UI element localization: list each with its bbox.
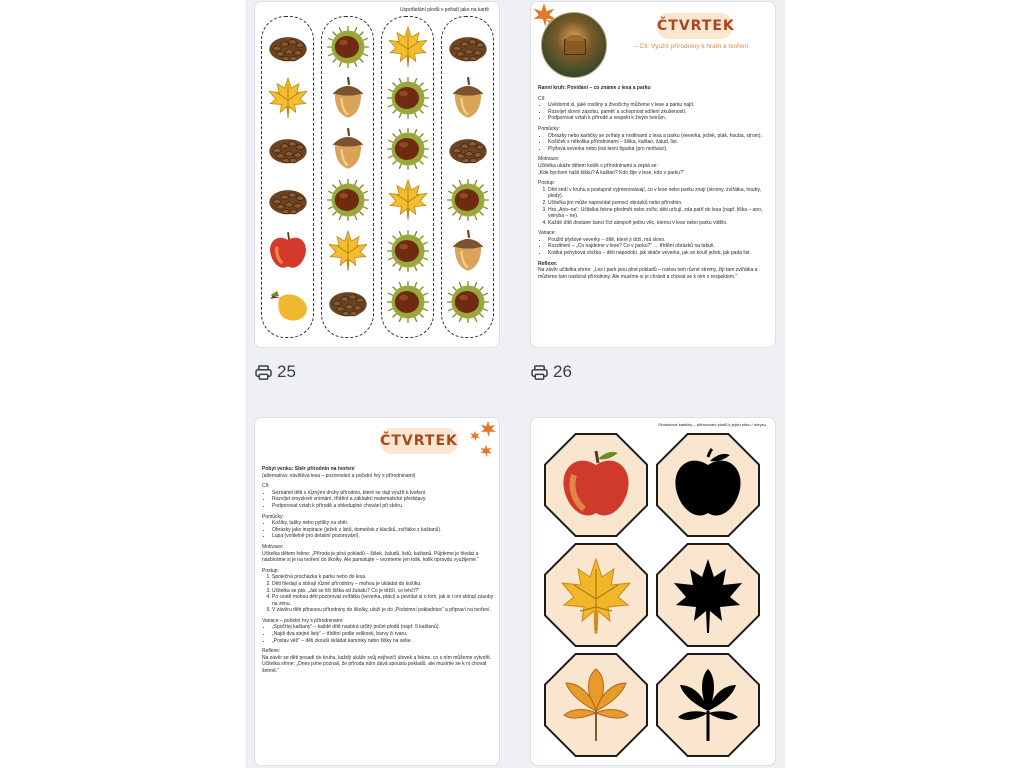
acorn-icon bbox=[446, 229, 490, 273]
autumn-leaf-decoration-icon bbox=[479, 444, 493, 458]
chestnut-icon bbox=[386, 76, 430, 120]
octagon-card bbox=[544, 433, 648, 537]
octagon-card bbox=[544, 543, 648, 647]
list-item: • Krátká pohybová vložka – děti napodobí, jak skáče veverka, jak se koulí ježek, jak padá list. bbox=[548, 250, 770, 257]
sequence-column bbox=[321, 16, 374, 338]
chestnut-icon bbox=[326, 25, 370, 69]
list-item: • „Najdi dva stejné listy“ – třídění podle velikosti, barvy či tvaru. bbox=[272, 631, 494, 638]
sequence-column bbox=[261, 16, 314, 338]
acorn-icon bbox=[446, 76, 490, 120]
octagon-card bbox=[656, 543, 760, 647]
page-number-26[interactable] bbox=[531, 362, 572, 382]
list-item: • „Postav věž“ – děti zkouší skládat kamínky nebo šišky na sebe. bbox=[272, 638, 494, 645]
list-item: • Košíky, tašky nebo pytlíky na sběr. bbox=[272, 520, 494, 527]
apple-icon bbox=[556, 445, 636, 525]
list-item: • Plyšová veverka nebo jiná lesní figurka (pro motivaci). bbox=[548, 146, 770, 153]
pinecone-icon bbox=[446, 25, 490, 69]
apple-icon bbox=[266, 229, 310, 273]
chestnut-leaf-icon bbox=[556, 665, 636, 745]
chestnut-icon bbox=[446, 178, 490, 222]
maple-leaf-icon bbox=[386, 25, 430, 69]
printer-icon[interactable] bbox=[255, 365, 272, 380]
pear-icon bbox=[266, 280, 310, 324]
pinecone-icon bbox=[266, 127, 310, 171]
activity-text: Pobyt venku: Sběr přírodnin na tvoření (alternativa: návštěva lesa – pozorování a početní hry s přírodninami) Cíl: • Seznámit děti s různými druhy přírodnin, které se dají využít k tvoření. • Rozvíjet smyslové vnímání, třídění a základní matematické představy. • Podporovat vztah k přírodě a ohleduplné chování při sběru. Pomůcky: • Košíky, tašky nebo pytlíky na sběr. • Obrázky jako inspirace (ježek z listů, domeček z klacíků, zvířátko z kaštanů). • Lupa (volitelně pro detailní pozorování). Motivace: Učitelka dětem řekne: „Příroda je plná pokladů – šišek, žaludů, listů, kaštanů. Půjdeme je hledat a nasbíráme si je na tvoření do školky. Ale pamatujte – vezmeme jen tolik, kolik opravdu využijeme.“ Postup: 1. Společná procházka k parku nebo do lesa. 2. Děti hledají a sbírají různé přírodniny – mohou je ukládat do košíku. 3. Učitelka se ptá: „Jak se liší šiška od žaludu? Co je těžší, co lehčí?“ 4. Po cestě mohou děti pozorovat zvířátka (veverka, ptáci) a povídat si o tom, jak si i oni sbírají zásoby na zimu. 5. V závěru děti přinesou přírodniny do školky, uloží je do „Podzimní pokladnice“ a připraví na tvoření. Variace – početní hry s přírodninami: • „Spočítej kaštany“ – každé dítě nasbírá určitý počet plodů (např. 5 kaštanů). • „Najdi dva stejné listy“ – třídění podle velikosti, barvy či tvaru. • „Postav věž“ – děti zkouší skládat kamínky nebo šišky na sebe. Reflexe: Na závěr se děti posadí do kruhu, každý ukáže svůj nejhezčí úlovek a řekne, co s ním můžeme vytvořit. Učitelka shrne: „Dnes jsme poznali, že příroda nám dává spoustu pokladů, ale musíme se k ní chovat šetrně.“ bbox=[262, 466, 494, 675]
list-item: • Seznámit děti s různými druhy přírodnin, které se dají využít k tvoření. bbox=[272, 490, 494, 497]
pinecone-icon bbox=[266, 25, 310, 69]
chestnut-icon bbox=[446, 280, 490, 324]
autumn-leaf-decoration-icon bbox=[469, 430, 481, 442]
activity-goal: – Cíl: Využít přírodniny k hrám a tvoření. bbox=[634, 43, 751, 50]
autumn-leaf-decoration-icon bbox=[479, 420, 497, 438]
list-item: • Rozdělení – „Co najdeme v lese? Co v parku?“ → třídění obrázků na tabuli. bbox=[548, 243, 770, 250]
list-item: 3. Hra „Ano–ne“: Učitelka řekne předmět nebo zvíře, děti určují, zda patří do lesa (např. liška – ano, velryba – ne). bbox=[548, 207, 770, 220]
list-item: 4. Každé dítě dostane šanci říct alespoň jednu věc, kterou v lese nebo parku vidělo. bbox=[548, 220, 770, 227]
sequence-column bbox=[441, 16, 494, 338]
list-item: • Rozvíjet smyslové vnímání, třídění a základní matematické představy. bbox=[272, 496, 494, 503]
day-title-badge: ČTVRTEK bbox=[657, 13, 733, 39]
day-title-badge: ČTVRTEK bbox=[380, 428, 458, 454]
list-item: 1. Děti sedí v kruhu a postupně vyjmenovávají, co v lese nebo parku znají (stromy, zvířátka, houby, plody). bbox=[548, 187, 770, 200]
list-item: • Podporovat vztah k přírodě a ohleduplné chování při sběru. bbox=[272, 503, 494, 510]
maple-leaf-icon bbox=[266, 76, 310, 120]
list-item: • Košíček s několika přírodninami – šiška, kaštan, žalud, list. bbox=[548, 139, 770, 146]
list-item: 1. Společná procházka k parku nebo do lesa. bbox=[272, 574, 494, 581]
list-item: • Obrázky nebo kartičky se zvířaty a rostlinami z lesa a parku (veverka, ježek, pták, houba, strom). bbox=[548, 133, 770, 140]
page-thumbnail-26[interactable] bbox=[530, 1, 776, 348]
printer-icon[interactable] bbox=[531, 365, 548, 380]
maple-leaf-icon bbox=[386, 178, 430, 222]
list-item: • „Spočítej kaštany“ – každé dítě nasbírá určitý počet plodů (např. 5 kaštanů). bbox=[272, 624, 494, 631]
pinecone-icon bbox=[326, 280, 370, 324]
page-number-label: 25 bbox=[277, 362, 296, 381]
page-thumbnail-28[interactable] bbox=[530, 417, 776, 766]
sequence-card-heading: Uspořádání plodů v pořadí jako na kartě bbox=[400, 7, 489, 13]
maple-leaf-icon bbox=[326, 229, 370, 273]
list-item: 4. Po cestě mohou děti pozorovat zvířátka (veverka, ptáci) a povídat si o tom, jak si i oni sbírají zásoby na zimu. bbox=[272, 594, 494, 607]
octagon-card bbox=[656, 433, 760, 537]
chestnut-icon bbox=[386, 229, 430, 273]
list-item: • Lupa (volitelně pro detailní pozorování). bbox=[272, 533, 494, 540]
list-item: 2. Děti hledají a sbírají různé přírodniny – mohou je ukládat do košíku. bbox=[272, 581, 494, 588]
list-item: • Uvědomit si, jaké rostliny a živočichy můžeme v lese a parku najít. bbox=[548, 102, 770, 109]
page-thumbnail-27[interactable] bbox=[254, 417, 500, 766]
pinecone-icon bbox=[446, 127, 490, 171]
sequence-column bbox=[381, 16, 434, 338]
document-page-grid bbox=[245, 0, 785, 768]
acorn-icon bbox=[326, 127, 370, 171]
list-item: 2. Učitelka jim může napovídat pomocí obrázků nebo přírodnin. bbox=[548, 200, 770, 207]
page-thumbnail-25[interactable] bbox=[254, 1, 500, 348]
page-number-label: 26 bbox=[553, 362, 572, 381]
pinecone-icon bbox=[266, 178, 310, 222]
shadow-cards-heading: Obrázkové kartičky – přiřazování plodů k jejich stínu / obrysu. bbox=[658, 422, 767, 427]
maple-leaf-icon bbox=[556, 555, 636, 635]
list-item: • Obrázky jako inspirace (ježek z listů, domeček z klacíků, zvířátko z kaštanů). bbox=[272, 527, 494, 534]
list-item: 3. Učitelka se ptá: „Jak se liší šiška od žaludu? Co je těžší, co lehčí?“ bbox=[272, 588, 494, 595]
apple-shadow-icon bbox=[668, 445, 748, 525]
chestnut-leaf-shadow-icon bbox=[668, 665, 748, 745]
octagon-card bbox=[544, 653, 648, 757]
page-number-25[interactable] bbox=[255, 362, 296, 382]
octagon-card bbox=[656, 653, 760, 757]
activity-text: Ranní kruh: Povídání – co známe z lesa a parku Cíl: • Uvědomit si, jaké rostliny a živočichy můžeme v lese a parku najít. • Rozvíjet slovní zásobu, paměť a schopnost sdílení zkušeností. • Podporovat vztah k přírodě a respekt k živým tvorům. Pomůcky: • Obrázky nebo kartičky se zvířaty a rostlinami z lesa a parku (veverka, ježek, pták, houba, strom). • Košíček s několika přírodninami – šiška, kaštan, žalud, list. • Plyšová veverka nebo jiná lesní figurka (pro motivaci). Motivace: Učitelka ukáže dětem košík s přírodninami a zeptá se: „Kde bychom našli šišku? A kaštan? Kdo žije v lese, kdo v parku?“ Postup: 1. Děti sedí v kruhu a postupně vyjmenovávají, co v lese nebo parku znají (stromy, zvířátka, houby, plody). 2. Učitelka jim může napovídat pomocí obrázků nebo přírodnin. 3. Hra „Ano–ne“: Učitelka řekne předmět nebo zvíře, děti určují, zda patří do lesa (např. liška – ano, velryba – ne). 4. Každé dítě dostane šanci říct alespoň jednu věc, kterou v lese nebo parku vidělo. Variace: • Použití plyšové veverky – dítě, které ji drží, má slovo. • Rozdělení – „Co najdeme v lese? Co v parku?“ → třídění obrázků na tabuli. • Krátká pohybová vložka – děti napodobí, jak skáče veverka, jak se koulí ježek, jak padá list. Reflexe: Na závěr učitelka shrne: „Les i park jsou plné pokladů – rostou tam různé stromy, žijí tam zvířátka a můžeme tam nasbírat přírodniny. Ale musíme si je chránit a chovat se k nim s respektem.“ bbox=[538, 85, 770, 280]
acorn-icon bbox=[326, 76, 370, 120]
list-item: • Podporovat vztah k přírodě a respekt k živým tvorům. bbox=[548, 115, 770, 122]
chestnut-icon bbox=[386, 127, 430, 171]
list-item: • Použití plyšové veverky – dítě, které ji drží, má slovo. bbox=[548, 237, 770, 244]
maple-leaf-shadow-icon bbox=[668, 555, 748, 635]
chestnut-icon bbox=[326, 178, 370, 222]
list-item: 5. V závěru děti přinesou přírodniny do školky, uloží je do „Podzimní pokladnice“ a připraví na tvoření. bbox=[272, 607, 494, 614]
forest-illustration bbox=[541, 12, 607, 78]
list-item: • Rozvíjet slovní zásobu, paměť a schopnost sdílení zkušeností. bbox=[548, 109, 770, 116]
chestnut-icon bbox=[386, 280, 430, 324]
